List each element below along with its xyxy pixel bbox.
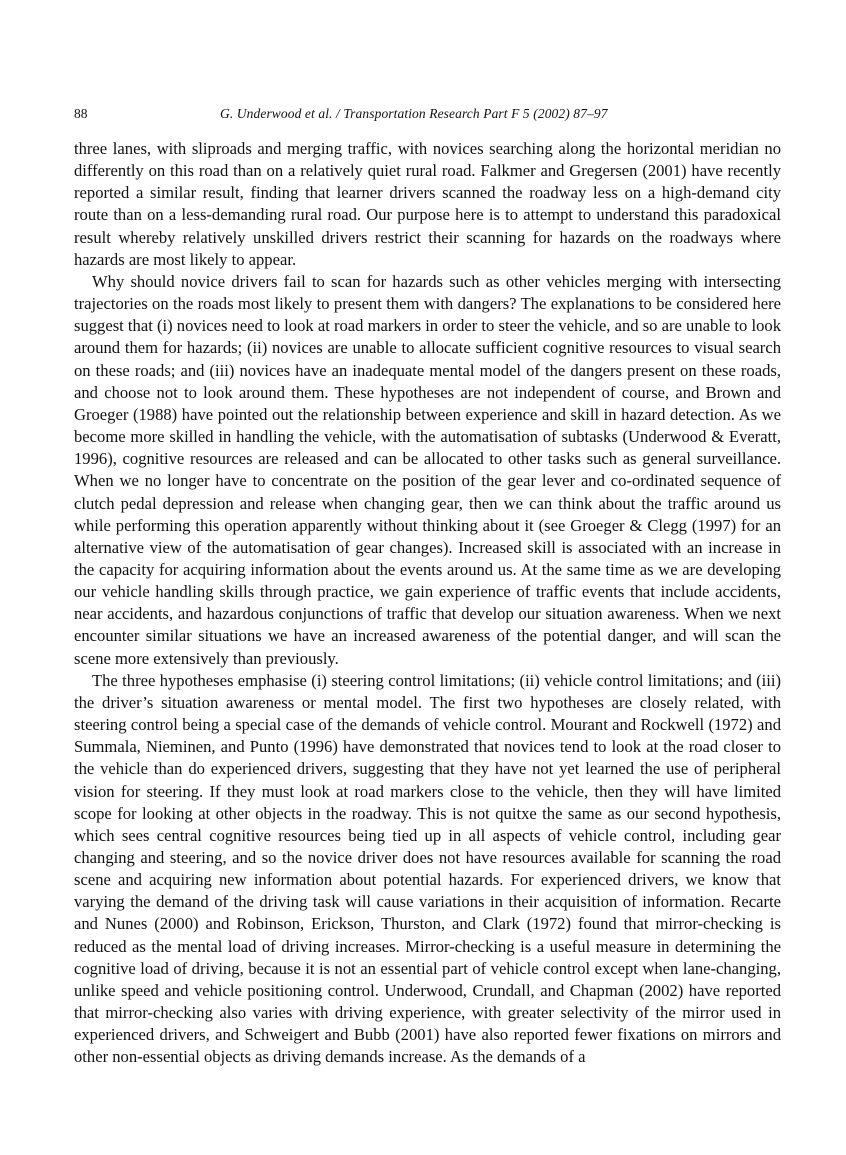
running-head [74,102,781,124]
paragraph-three-hypotheses: The three hypotheses emphasise (i) steering control limitations; (ii) vehicle control limitations; and (iii) the driver’s situation awareness or mental model. The first two hypotheses are closely related, with steering control being a special case of the demands of vehicle control. Mourant and Rockwell (1972) and Summala, Nieminen, and Punto (1996) have demonstrated that novices tend to look at the road closer to the vehicle than do experienced drivers, suggesting that they have not yet learned the use of peripheral vision for steering. If they must look at road markers close to the vehicle, then they will have limited scope for looking at other objects in the roadway. This is not quitxe the same as our second hypothesis, which sees central cognitive resources being tied up in all aspects of vehicle control, including gear changing and steering, and so the novice driver does not have resources available for scanning the road scene and acquiring new information about potential hazards. For experienced drivers, we know that varying the demand of the driving task will cause variations in their acquisition of information. Recarte and Nunes (2000) and Robinson, Erickson, Thurston, and Clark (1972) found that mirror-checking is reduced as the mental load of driving increases. Mirror-checking is a useful measure in determining the cognitive load of driving, because it is not an essential part of vehicle control except when lane-changing, unlike speed and vehicle positioning control. Underwood, Crundall, and Chapman (2002) have reported that mirror-checking also varies with driving experience, with greater selectivity of the mirror used in experienced drivers, and Schweigert and Bubb (2001) have also reported fewer fixations on mirrors and other non-essential objects as driving demands increase. As the demands of a [74,670,781,1067]
page-number: 88 [74,106,88,121]
journal-reference: G. Underwood et al. / Transportation Research Part F 5 (2002) 87–97 [220,106,608,121]
paragraph-continuation: three lanes, with sliproads and merging traffic, with novices searching along the horizontal meridian no differently on this road than on a relatively quiet rural road. Falkmer and Gregersen (2001) have recently reported a similar result, finding that learner drivers scanned the roadway less on a high-demand city route than on a less-demanding rural road. Our purpose here is to attempt to understand this paradoxical result whereby relatively unskilled drivers restrict their scanning for hazards on the roadways where hazards are most likely to appear. [74,139,781,269]
body-text [74,138,781,1069]
paragraph-hypotheses-intro: Why should novice drivers fail to scan for hazards such as other vehicles merging with intersecting trajectories on the roads most likely to present them with dangers? The explanations to be considered here suggest that (i) novices need to look at road markers in order to steer the vehicle, and so are unable to look around them for hazards; (ii) novices are unable to allocate sufficient cognitive resources to visual search on these roads; and (iii) novices have an inadequate mental model of the dangers present on these roads, and choose not to look around them. These hypotheses are not independent of course, and Brown and Groeger (1988) have pointed out the relationship between experience and skill in hazard detection. As we become more skilled in handling the vehicle, with the automatisation of subtasks (Underwood & Everatt, 1996), cognitive resources are released and can be allocated to other tasks such as general surveillance. When we no longer have to concentrate on the position of the gear lever and co-ordinated sequence of clutch pedal depression and release when changing gear, then we can think about the traffic around us while performing this operation apparently without thinking about it (see Groeger & Clegg (1997) for an alternative view of the automatisation of gear changes). Increased skill is associated with an increase in the capacity for acquiring information about the events around us. At the same time as we are developing our vehicle handling skills through practice, we gain experience of traffic events that include accidents, near accidents, and hazardous conjunctions of traffic that develop our situation awareness. When we next encounter similar situations we have an increased awareness of the potential danger, and will scan the scene more extensively than previously. [74,271,781,668]
paper-page [74,102,781,1069]
